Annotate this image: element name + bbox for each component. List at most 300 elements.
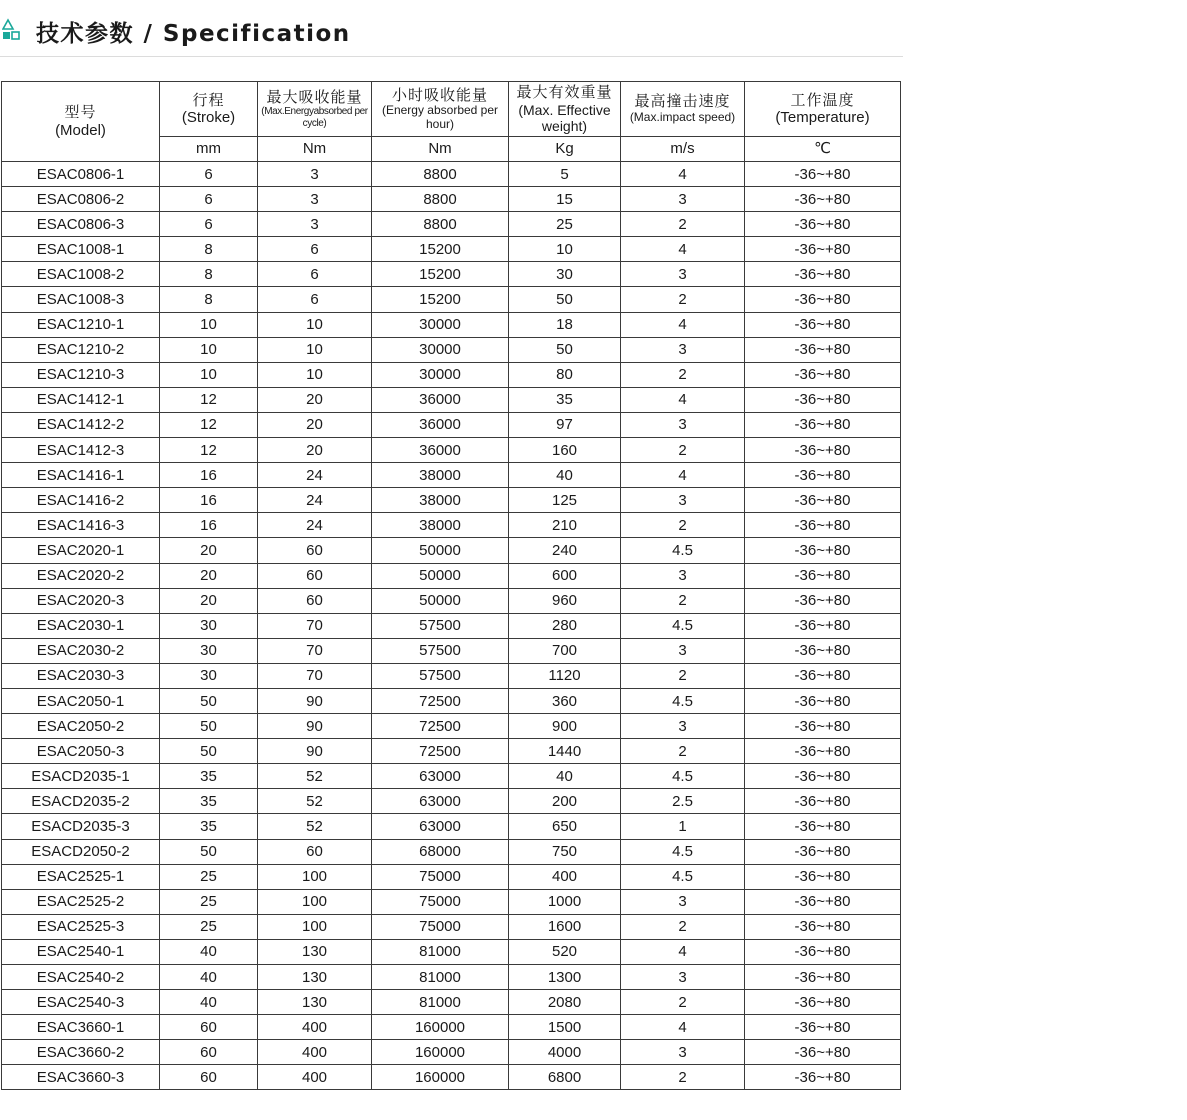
table-row <box>2 187 901 212</box>
cell-model: ESAC1416-2 <box>2 488 160 513</box>
cell-temperature: -36~+80 <box>745 789 901 814</box>
col-header-zh: 最高撞击速度 <box>634 93 731 111</box>
cell-max-energy: 60 <box>258 563 372 588</box>
cell-model: ESAC1210-3 <box>2 362 160 387</box>
cell-stroke: 40 <box>160 990 258 1015</box>
cell-impact-speed: 4.5 <box>621 688 745 713</box>
cell-impact-speed: 2 <box>621 588 745 613</box>
cell-energy-per-hour: 30000 <box>372 337 509 362</box>
table-row <box>2 362 901 387</box>
cell-stroke: 25 <box>160 864 258 889</box>
cell-max-energy: 70 <box>258 613 372 638</box>
cell-temperature: -36~+80 <box>745 990 901 1015</box>
table-row <box>2 663 901 688</box>
cell-energy-per-hour: 15200 <box>372 237 509 262</box>
cell-energy-per-hour: 72500 <box>372 714 509 739</box>
cell-model: ESAC2540-2 <box>2 965 160 990</box>
cell-energy-per-hour: 63000 <box>372 764 509 789</box>
table-row <box>2 814 901 839</box>
cell-model: ESAC2020-1 <box>2 538 160 563</box>
cell-model: ESAC1210-2 <box>2 337 160 362</box>
table-row <box>2 513 901 538</box>
cell-temperature: -36~+80 <box>745 488 901 513</box>
col-header-en: (Model) <box>55 121 106 139</box>
cell-temperature: -36~+80 <box>745 613 901 638</box>
cell-impact-speed: 2.5 <box>621 789 745 814</box>
cell-energy-per-hour: 75000 <box>372 864 509 889</box>
col-header-en: (Max. Effective weight) <box>518 101 611 134</box>
cell-impact-speed: 4.5 <box>621 538 745 563</box>
cell-max-weight: 960 <box>509 588 621 613</box>
cell-impact-speed: 2 <box>621 513 745 538</box>
cell-impact-speed: 2 <box>621 362 745 387</box>
cell-temperature: -36~+80 <box>745 1065 901 1090</box>
triangle-square-icon <box>2 18 22 42</box>
cell-energy-per-hour: 38000 <box>372 513 509 538</box>
cell-max-energy: 52 <box>258 764 372 789</box>
table-row <box>2 538 901 563</box>
cell-max-weight: 10 <box>509 237 621 262</box>
col-header-energy-per-hour <box>372 82 509 137</box>
col-header-en: (Max.Energyabsorbed per cycle) <box>261 106 368 129</box>
cell-impact-speed: 3 <box>621 262 745 287</box>
cell-impact-speed: 4 <box>621 463 745 488</box>
page-title: 技术参数 / Specification <box>36 21 351 47</box>
cell-model: ESAC2030-1 <box>2 613 160 638</box>
cell-stroke: 25 <box>160 914 258 939</box>
cell-model: ESAC1008-1 <box>2 237 160 262</box>
cell-max-energy: 24 <box>258 513 372 538</box>
table-row <box>2 1015 901 1040</box>
cell-impact-speed: 3 <box>621 1040 745 1065</box>
table-row <box>2 438 901 463</box>
cell-stroke: 20 <box>160 563 258 588</box>
cell-impact-speed: 3 <box>621 889 745 914</box>
cell-model: ESAC2525-3 <box>2 914 160 939</box>
cell-temperature: -36~+80 <box>745 387 901 412</box>
cell-impact-speed: 3 <box>621 563 745 588</box>
cell-max-energy: 3 <box>258 187 372 212</box>
cell-model: ESAC2050-2 <box>2 714 160 739</box>
cell-stroke: 30 <box>160 638 258 663</box>
cell-model: ESACD2035-2 <box>2 789 160 814</box>
col-header-en: (Max.impact speed) <box>629 109 736 124</box>
cell-model: ESAC1416-3 <box>2 513 160 538</box>
table-row <box>2 839 901 864</box>
unit-max-weight: Kg <box>509 137 621 162</box>
cell-temperature: -36~+80 <box>745 914 901 939</box>
cell-stroke: 35 <box>160 789 258 814</box>
cell-temperature: -36~+80 <box>745 187 901 212</box>
cell-max-weight: 750 <box>509 839 621 864</box>
cell-energy-per-hour: 50000 <box>372 588 509 613</box>
table-row <box>2 412 901 437</box>
cell-max-weight: 97 <box>509 412 621 437</box>
cell-temperature: -36~+80 <box>745 864 901 889</box>
table-row <box>2 287 901 312</box>
cell-max-energy: 20 <box>258 412 372 437</box>
table-row <box>2 914 901 939</box>
cell-max-energy: 100 <box>258 914 372 939</box>
cell-impact-speed: 1 <box>621 814 745 839</box>
cell-energy-per-hour: 38000 <box>372 488 509 513</box>
cell-max-weight: 2080 <box>509 990 621 1015</box>
cell-energy-per-hour: 72500 <box>372 688 509 713</box>
cell-impact-speed: 2 <box>621 739 745 764</box>
cell-stroke: 60 <box>160 1015 258 1040</box>
cell-model: ESAC3660-2 <box>2 1040 160 1065</box>
cell-temperature: -36~+80 <box>745 588 901 613</box>
col-header-model <box>2 82 160 162</box>
cell-energy-per-hour: 75000 <box>372 889 509 914</box>
cell-temperature: -36~+80 <box>745 839 901 864</box>
cell-impact-speed: 2 <box>621 212 745 237</box>
cell-energy-per-hour: 36000 <box>372 412 509 437</box>
cell-impact-speed: 3 <box>621 965 745 990</box>
cell-model: ESAC2525-2 <box>2 889 160 914</box>
cell-energy-per-hour: 15200 <box>372 287 509 312</box>
cell-stroke: 60 <box>160 1040 258 1065</box>
cell-max-energy: 52 <box>258 814 372 839</box>
cell-model: ESAC0806-2 <box>2 187 160 212</box>
cell-impact-speed: 2 <box>621 1065 745 1090</box>
table-row <box>2 387 901 412</box>
col-header-max-energy <box>258 82 372 137</box>
cell-impact-speed: 3 <box>621 412 745 437</box>
col-header-en: (Temperature) <box>775 109 870 126</box>
cell-impact-speed: 2 <box>621 663 745 688</box>
col-header-temperature <box>745 82 901 137</box>
cell-max-energy: 130 <box>258 939 372 964</box>
cell-max-weight: 600 <box>509 563 621 588</box>
cell-stroke: 16 <box>160 513 258 538</box>
cell-model: ESAC2525-1 <box>2 864 160 889</box>
table-row <box>2 789 901 814</box>
table-row <box>2 739 901 764</box>
cell-max-energy: 60 <box>258 839 372 864</box>
cell-stroke: 30 <box>160 613 258 638</box>
cell-model: ESAC0806-1 <box>2 162 160 187</box>
table-row <box>2 965 901 990</box>
cell-stroke: 8 <box>160 237 258 262</box>
cell-energy-per-hour: 63000 <box>372 789 509 814</box>
cell-temperature: -36~+80 <box>745 538 901 563</box>
cell-max-weight: 125 <box>509 488 621 513</box>
cell-model: ESAC2030-3 <box>2 663 160 688</box>
col-header-impact-speed <box>621 82 745 137</box>
cell-stroke: 60 <box>160 1065 258 1090</box>
cell-max-weight: 40 <box>509 764 621 789</box>
col-header-zh: 最大吸收能量 <box>266 88 363 106</box>
cell-impact-speed: 3 <box>621 714 745 739</box>
cell-energy-per-hour: 30000 <box>372 362 509 387</box>
cell-temperature: -36~+80 <box>745 162 901 187</box>
cell-model: ESAC2030-2 <box>2 638 160 663</box>
col-header-zh: 型号 <box>64 104 97 122</box>
cell-model: ESAC3660-3 <box>2 1065 160 1090</box>
table-row <box>2 588 901 613</box>
cell-stroke: 6 <box>160 162 258 187</box>
cell-max-energy: 24 <box>258 463 372 488</box>
col-header-stroke <box>160 82 258 137</box>
table-row <box>2 262 901 287</box>
cell-max-energy: 400 <box>258 1065 372 1090</box>
cell-stroke: 10 <box>160 337 258 362</box>
cell-max-weight: 80 <box>509 362 621 387</box>
cell-max-energy: 20 <box>258 438 372 463</box>
cell-energy-per-hour: 63000 <box>372 814 509 839</box>
cell-model: ESACD2035-3 <box>2 814 160 839</box>
cell-energy-per-hour: 160000 <box>372 1040 509 1065</box>
cell-stroke: 10 <box>160 362 258 387</box>
unit-max-energy: Nm <box>258 137 372 162</box>
cell-stroke: 12 <box>160 412 258 437</box>
cell-max-energy: 90 <box>258 714 372 739</box>
cell-model: ESAC1412-3 <box>2 438 160 463</box>
cell-max-weight: 18 <box>509 312 621 337</box>
cell-impact-speed: 4 <box>621 1015 745 1040</box>
cell-impact-speed: 4 <box>621 312 745 337</box>
cell-energy-per-hour: 30000 <box>372 312 509 337</box>
cell-stroke: 20 <box>160 538 258 563</box>
cell-max-energy: 6 <box>258 287 372 312</box>
cell-temperature: -36~+80 <box>745 714 901 739</box>
specification-table <box>1 81 901 1090</box>
cell-temperature: -36~+80 <box>745 1015 901 1040</box>
cell-temperature: -36~+80 <box>745 463 901 488</box>
cell-stroke: 16 <box>160 463 258 488</box>
cell-max-weight: 1500 <box>509 1015 621 1040</box>
cell-impact-speed: 4.5 <box>621 839 745 864</box>
cell-temperature: -36~+80 <box>745 337 901 362</box>
cell-temperature: -36~+80 <box>745 262 901 287</box>
page-header <box>0 10 903 50</box>
cell-max-energy: 400 <box>258 1040 372 1065</box>
cell-impact-speed: 3 <box>621 187 745 212</box>
table-row <box>2 764 901 789</box>
cell-max-weight: 650 <box>509 814 621 839</box>
cell-temperature: -36~+80 <box>745 237 901 262</box>
cell-stroke: 50 <box>160 739 258 764</box>
cell-energy-per-hour: 81000 <box>372 990 509 1015</box>
cell-max-weight: 4000 <box>509 1040 621 1065</box>
col-header-en: (Energy absorbed per hour) <box>381 102 499 131</box>
cell-model: ESAC1416-1 <box>2 463 160 488</box>
table-row <box>2 889 901 914</box>
cell-energy-per-hour: 160000 <box>372 1065 509 1090</box>
cell-max-weight: 25 <box>509 212 621 237</box>
cell-model: ESAC2540-1 <box>2 939 160 964</box>
cell-max-weight: 1120 <box>509 663 621 688</box>
cell-temperature: -36~+80 <box>745 889 901 914</box>
cell-model: ESAC2050-3 <box>2 739 160 764</box>
cell-impact-speed: 4.5 <box>621 864 745 889</box>
cell-energy-per-hour: 57500 <box>372 613 509 638</box>
cell-max-weight: 1000 <box>509 889 621 914</box>
cell-temperature: -36~+80 <box>745 362 901 387</box>
cell-impact-speed: 4.5 <box>621 764 745 789</box>
table-body <box>2 162 901 1090</box>
cell-max-energy: 24 <box>258 488 372 513</box>
cell-max-energy: 3 <box>258 212 372 237</box>
cell-temperature: -36~+80 <box>745 412 901 437</box>
cell-max-energy: 100 <box>258 889 372 914</box>
table-row <box>2 337 901 362</box>
cell-max-energy: 6 <box>258 262 372 287</box>
cell-stroke: 10 <box>160 312 258 337</box>
cell-max-weight: 30 <box>509 262 621 287</box>
cell-stroke: 12 <box>160 438 258 463</box>
cell-max-weight: 1300 <box>509 965 621 990</box>
table-row <box>2 990 901 1015</box>
cell-model: ESAC2050-1 <box>2 688 160 713</box>
cell-model: ESAC2020-3 <box>2 588 160 613</box>
table-row <box>2 162 901 187</box>
cell-max-energy: 70 <box>258 663 372 688</box>
col-header-max-weight <box>509 82 621 137</box>
col-header-en: (Stroke) <box>181 109 236 126</box>
unit-impact-speed: m/s <box>621 137 745 162</box>
cell-max-weight: 1600 <box>509 914 621 939</box>
table-row <box>2 638 901 663</box>
cell-temperature: -36~+80 <box>745 814 901 839</box>
cell-energy-per-hour: 75000 <box>372 914 509 939</box>
unit-stroke: mm <box>160 137 258 162</box>
cell-max-weight: 900 <box>509 714 621 739</box>
cell-impact-speed: 4 <box>621 162 745 187</box>
cell-energy-per-hour: 57500 <box>372 663 509 688</box>
cell-max-energy: 10 <box>258 337 372 362</box>
cell-impact-speed: 3 <box>621 337 745 362</box>
cell-energy-per-hour: 38000 <box>372 463 509 488</box>
table-row <box>2 714 901 739</box>
cell-stroke: 6 <box>160 212 258 237</box>
cell-energy-per-hour: 81000 <box>372 965 509 990</box>
cell-temperature: -36~+80 <box>745 287 901 312</box>
cell-energy-per-hour: 8800 <box>372 212 509 237</box>
cell-temperature: -36~+80 <box>745 939 901 964</box>
header-divider <box>0 56 903 57</box>
cell-max-energy: 52 <box>258 789 372 814</box>
table-row <box>2 1065 901 1090</box>
cell-energy-per-hour: 81000 <box>372 939 509 964</box>
cell-max-weight: 40 <box>509 463 621 488</box>
col-header-zh: 最大有效重量 <box>516 84 613 102</box>
cell-temperature: -36~+80 <box>745 312 901 337</box>
cell-max-weight: 240 <box>509 538 621 563</box>
cell-model: ESAC1008-3 <box>2 287 160 312</box>
cell-model: ESAC1210-1 <box>2 312 160 337</box>
cell-stroke: 16 <box>160 488 258 513</box>
cell-max-weight: 1440 <box>509 739 621 764</box>
cell-temperature: -36~+80 <box>745 513 901 538</box>
unit-temperature: ℃ <box>745 137 901 162</box>
col-header-zh: 行程 <box>192 91 225 109</box>
cell-model: ESAC1412-2 <box>2 412 160 437</box>
table-row <box>2 237 901 262</box>
cell-max-energy: 3 <box>258 162 372 187</box>
cell-impact-speed: 4 <box>621 237 745 262</box>
table-row <box>2 463 901 488</box>
cell-model: ESAC1412-1 <box>2 387 160 412</box>
header-row <box>2 82 901 137</box>
cell-max-energy: 100 <box>258 864 372 889</box>
col-header-zh: 小时吸收能量 <box>391 86 488 104</box>
table-row <box>2 1040 901 1065</box>
cell-temperature: -36~+80 <box>745 764 901 789</box>
table-row <box>2 488 901 513</box>
table-row <box>2 312 901 337</box>
cell-max-weight: 360 <box>509 688 621 713</box>
cell-max-weight: 400 <box>509 864 621 889</box>
table-row <box>2 688 901 713</box>
cell-model: ESACD2050-2 <box>2 839 160 864</box>
cell-max-energy: 20 <box>258 387 372 412</box>
cell-stroke: 40 <box>160 965 258 990</box>
cell-max-energy: 6 <box>258 237 372 262</box>
cell-stroke: 8 <box>160 262 258 287</box>
cell-energy-per-hour: 50000 <box>372 563 509 588</box>
cell-temperature: -36~+80 <box>745 212 901 237</box>
cell-energy-per-hour: 36000 <box>372 438 509 463</box>
cell-temperature: -36~+80 <box>745 663 901 688</box>
cell-stroke: 20 <box>160 588 258 613</box>
cell-stroke: 50 <box>160 688 258 713</box>
cell-temperature: -36~+80 <box>745 638 901 663</box>
cell-max-weight: 50 <box>509 287 621 312</box>
cell-max-energy: 130 <box>258 965 372 990</box>
table-row <box>2 939 901 964</box>
table-row <box>2 613 901 638</box>
cell-energy-per-hour: 68000 <box>372 839 509 864</box>
cell-impact-speed: 2 <box>621 990 745 1015</box>
unit-energy-per-hour: Nm <box>372 137 509 162</box>
cell-model: ESACD2035-1 <box>2 764 160 789</box>
cell-max-weight: 280 <box>509 613 621 638</box>
table-row <box>2 864 901 889</box>
cell-energy-per-hour: 8800 <box>372 162 509 187</box>
cell-temperature: -36~+80 <box>745 1040 901 1065</box>
cell-max-energy: 10 <box>258 312 372 337</box>
cell-max-weight: 5 <box>509 162 621 187</box>
cell-stroke: 30 <box>160 663 258 688</box>
cell-temperature: -36~+80 <box>745 739 901 764</box>
cell-max-energy: 70 <box>258 638 372 663</box>
cell-energy-per-hour: 50000 <box>372 538 509 563</box>
cell-max-weight: 35 <box>509 387 621 412</box>
cell-energy-per-hour: 36000 <box>372 387 509 412</box>
cell-model: ESAC2020-2 <box>2 563 160 588</box>
cell-impact-speed: 4.5 <box>621 613 745 638</box>
col-header-zh: 工作温度 <box>790 91 855 109</box>
cell-stroke: 12 <box>160 387 258 412</box>
cell-model: ESAC1008-2 <box>2 262 160 287</box>
cell-max-weight: 200 <box>509 789 621 814</box>
cell-energy-per-hour: 72500 <box>372 739 509 764</box>
cell-temperature: -36~+80 <box>745 688 901 713</box>
cell-impact-speed: 2 <box>621 287 745 312</box>
cell-impact-speed: 2 <box>621 438 745 463</box>
cell-stroke: 35 <box>160 814 258 839</box>
cell-max-energy: 90 <box>258 688 372 713</box>
cell-max-energy: 130 <box>258 990 372 1015</box>
cell-temperature: -36~+80 <box>745 965 901 990</box>
cell-temperature: -36~+80 <box>745 438 901 463</box>
cell-max-weight: 700 <box>509 638 621 663</box>
cell-stroke: 8 <box>160 287 258 312</box>
cell-energy-per-hour: 57500 <box>372 638 509 663</box>
cell-max-weight: 210 <box>509 513 621 538</box>
